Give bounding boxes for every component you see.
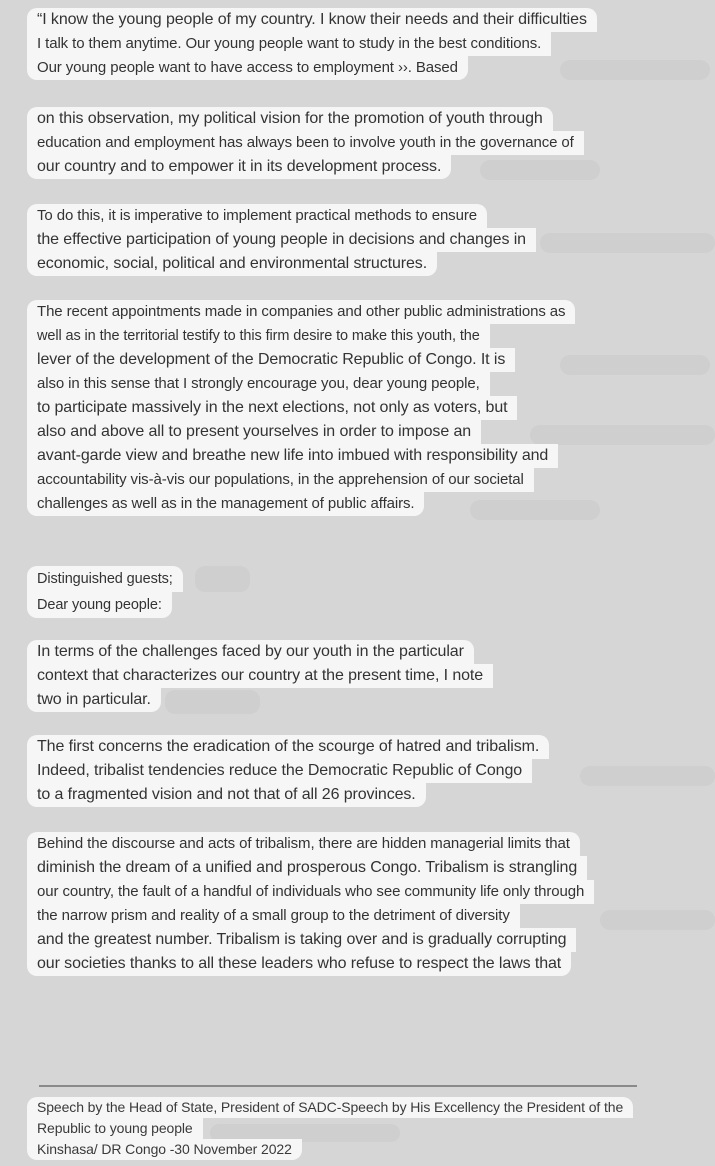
text-line: Dear young people: [27, 592, 172, 618]
text-line: context that characterizes our country at the present time, I note [27, 664, 493, 688]
text-line: the effective participation of young people in decisions and changes in [27, 228, 536, 252]
text-line: well as in the territorial testify to this firm desire to make this youth, the [27, 324, 490, 348]
text-line: two in particular. [27, 688, 161, 712]
text-line: also and above all to present yourselves in order to impose an [27, 420, 481, 444]
ghost-block [580, 766, 715, 786]
paragraph-6 [27, 640, 493, 712]
text-line: and the greatest number. Tribalism is taking over and is gradually corrupting [27, 928, 576, 952]
paragraph-7 [27, 735, 549, 807]
footer-line: Republic to young people [27, 1118, 203, 1139]
ghost-block [540, 233, 715, 253]
footer-citation [27, 1097, 633, 1160]
ghost-block [600, 910, 715, 930]
footer-line: Kinshasa/ DR Congo -30 November 2022 [27, 1139, 302, 1160]
text-line: the narrow prism and reality of a small group to the detriment of diversity [27, 904, 520, 928]
text-line: The recent appointments made in companies and other public administrations as [27, 300, 575, 324]
text-line: accountability vis-à-vis our populations, in the apprehension of our societal [27, 468, 534, 492]
text-line: avant-garde view and breathe new life into imbued with responsibility and [27, 444, 558, 468]
text-line: diminish the dream of a unified and prosperous Congo. Tribalism is strangling [27, 856, 587, 880]
text-line: also in this sense that I strongly encourage you, dear young people, [27, 372, 490, 396]
footer-line: Speech by the Head of State, President of SADC-Speech by His Excellency the President of the [27, 1097, 633, 1118]
text-line: The first concerns the eradication of the scourge of hatred and tribalism. [27, 735, 549, 759]
text-line: on this observation, my political vision for the promotion of youth through [27, 107, 553, 131]
text-line: lever of the development of the Democratic Republic of Congo. It is [27, 348, 515, 372]
paragraph-4 [27, 300, 575, 516]
paragraph-1 [27, 8, 597, 80]
text-line: to a fragmented vision and not that of all 26 provinces. [27, 783, 426, 807]
text-line: our societies thanks to all these leaders who refuse to respect the laws that [27, 952, 571, 976]
paragraph-2 [27, 107, 584, 179]
text-line: Indeed, tribalist tendencies reduce the Democratic Republic of Congo [27, 759, 532, 783]
text-line: our country and to empower it in its development process. [27, 155, 451, 179]
text-line: economic, social, political and environmental structures. [27, 252, 437, 276]
footer-divider [39, 1085, 637, 1087]
text-line: “I know the young people of my country. I know their needs and their difficulties [27, 8, 597, 32]
ghost-block [560, 355, 710, 375]
paragraph-3 [27, 204, 536, 276]
salutation [27, 566, 183, 618]
text-line: In terms of the challenges faced by our youth in the particular [27, 640, 474, 664]
paragraph-8 [27, 832, 594, 976]
ghost-block [195, 566, 250, 592]
text-line: our country, the fault of a handful of individuals who see community life only through [27, 880, 594, 904]
text-line: I talk to them anytime. Our young people want to study in the best conditions. [27, 32, 551, 56]
text-line: education and employment has always been to involve youth in the governance of [27, 131, 584, 155]
text-line: to participate massively in the next elections, not only as voters, but [27, 396, 517, 420]
text-line: challenges as well as in the management of public affairs. [27, 492, 424, 516]
text-line: To do this, it is imperative to implement practical methods to ensure [27, 204, 487, 228]
text-line: Distinguished guests; [27, 566, 183, 592]
text-line: Behind the discourse and acts of tribalism, there are hidden managerial limits that [27, 832, 580, 856]
text-line: Our young people want to have access to employment ››. Based [27, 56, 468, 80]
